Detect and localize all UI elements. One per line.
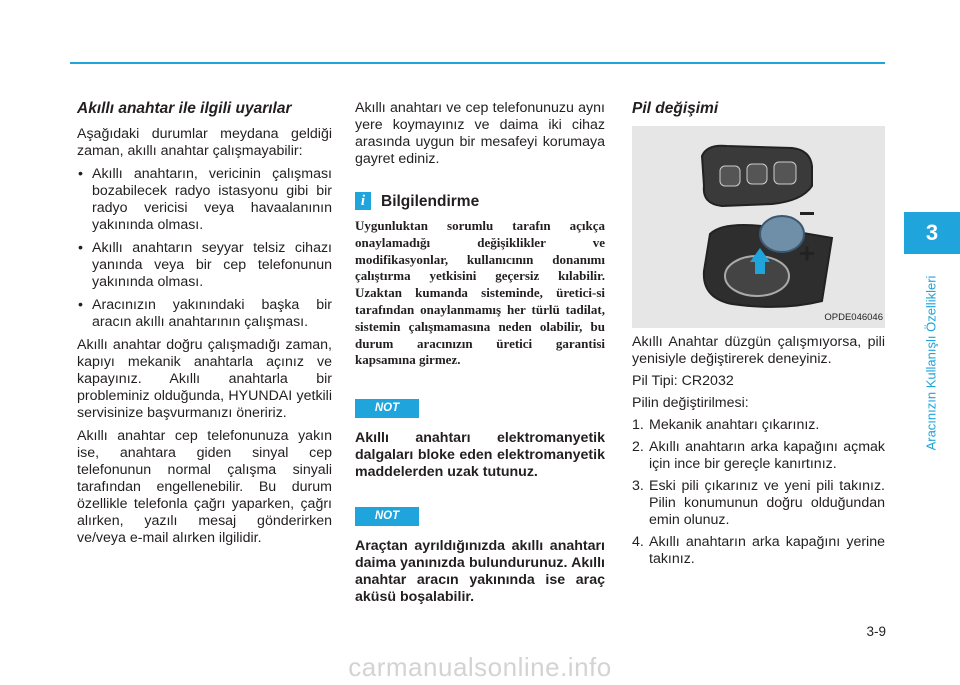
page-number: 3-9: [866, 624, 886, 639]
note-badge: NOT: [355, 399, 419, 418]
step-text: Akıllı anahtarın arka kapağını açmak için ince bir gereçle kanırtınız.: [649, 439, 885, 472]
steps-title: Pilin değiştirilmesi:: [632, 395, 749, 411]
step-item: [632, 478, 885, 529]
note-text: Araçtan ayrıldığınızda akıllı anahtarı daima yanınızda bulundurunuz. Akıllı anahtar aracın yakınında ise araç aküsü boşalabilir.: [355, 538, 605, 606]
column-left: [77, 100, 332, 553]
smart-key-illustration: [632, 126, 885, 328]
section-heading-warnings: Akıllı anahtar ile ilgili uyarılar: [77, 100, 292, 117]
chapter-title: Aracınızın Kullanışlı Özellikleri: [923, 275, 939, 451]
info-icon: i: [355, 192, 371, 210]
chapter-number-tab: [904, 212, 960, 254]
watermark: carmanualsonline.info: [348, 652, 612, 682]
bullet-item: • Aracınızın yakınındaki başka bir aracın akıllı anahtarının çalışması.: [77, 297, 332, 331]
chapter-title-vertical: [921, 258, 941, 468]
top-rule: [70, 62, 885, 64]
step-number: 1.: [632, 417, 644, 433]
step-item: [632, 417, 885, 434]
battery-figure: [632, 126, 885, 328]
step-number: 2.: [632, 439, 644, 455]
column-middle: [355, 100, 605, 612]
paragraph: Akıllı anahtarı ve cep telefonunuzu aynı yere koymayınız ve daima iki cihaz arasında uygun bir mesafeyi korumaya gayret ediniz.: [355, 100, 605, 167]
step-item: [632, 534, 885, 568]
intro-paragraph: Aşağıdaki durumlar meydana geldiği zaman, akıllı anahtar çalışmayabilir:: [77, 126, 332, 159]
step-item: [632, 439, 885, 473]
bullet-item: • Akıllı anahtarın, vericinin çalışması bozabilecek radyo istasyonu gibi bir radyo vericisi veya havaalanının yakınında olması.: [77, 166, 332, 234]
info-header: [355, 192, 605, 210]
step-number: 4.: [632, 534, 644, 550]
note-text: Akıllı anahtarı elektromanyetik dalgaları bloke eden elektromanyetik maddelerden uzak tutunuz.: [355, 430, 605, 481]
step-text: Eski pili çıkarınız ve yeni pili takınız. Pilin konumunun doğru olduğundan emin olunuz.: [649, 478, 885, 528]
info-text: Uygunluktan sorumlu tarafın açıkça onaylamadığı değişiklikler ve modifikasyonlar, kullanıcının donanımı çalıştırma yetkisini geçersiz kılabilir. Uzaktan kumanda sisteminde, üretici-si tarafından onaylanmamış her türlü tadilat, sistemin çalışmamasına neden olabilir, bu durum aracınızın üretici garantisi kapsamına girmez.: [355, 218, 605, 368]
bullet-item: • Akıllı anahtarın seyyar telsiz cihazı yanında veya bir cep telefonunun yakınında olması.: [77, 240, 332, 291]
step-text: Mekanik anahtarı çıkarınız.: [649, 417, 820, 433]
paragraph: Akıllı anahtar doğru çalışmadığı zaman, kapıyı mekanik anahtarla açınız ve kapayınız. Akıllı anahtarla bir probleminiz olduğunda, HYUNDAI yetkili servisinize başvurmanızı öneririz.: [77, 337, 332, 421]
column-right: [632, 100, 885, 573]
figure-caption: OPDE046046: [824, 312, 883, 323]
paragraph: Akıllı Anahtar düzgün çalışmıyorsa, pili yenisiyle değiştirerek deneyiniz.: [632, 334, 885, 367]
battery-type: Pil Tipi: CR2032: [632, 373, 734, 389]
bullet-list: [77, 166, 332, 331]
note-badge: NOT: [355, 507, 419, 526]
minus-icon: [800, 212, 814, 215]
info-title: Bilgilendirme: [381, 192, 480, 210]
step-number: 3.: [632, 478, 644, 494]
section-heading-battery: Pil değişimi: [632, 100, 719, 117]
step-text: Akıllı anahtarın arka kapağını yerine takınız.: [649, 534, 885, 567]
steps-list: [632, 417, 885, 568]
chapter-number: 3: [925, 220, 939, 245]
paragraph: Akıllı anahtar cep telefonunuza yakın ise, anahtara giden sinyal cep telefonunun normal çalışma sinyali tarafından engellenebilir. Bu durum özellikle telefonla çağrı yaparken, çağrı alırken, yazılı mesaj gönderirken ve/veya e-mail alırken ilgilidir.: [77, 428, 332, 546]
